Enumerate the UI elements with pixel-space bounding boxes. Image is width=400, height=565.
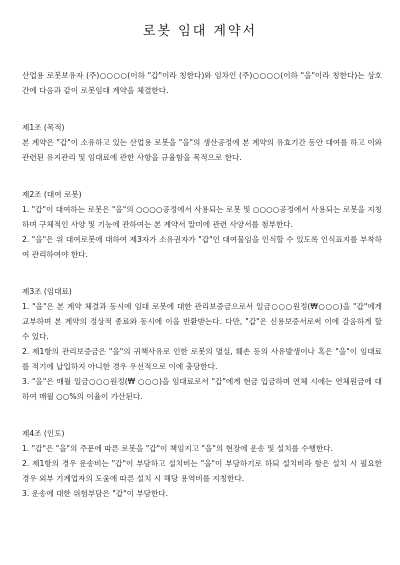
section-paragraph: 본 계약은 "갑"이 소유하고 있는 산업용 로봇을 "을"의 생산공정에 본 계약의 유효기간 동안 대여를 하고 이와 관련된 유지관리 및 임대료에 관한 사항을 규율함을 목적으로 한다. [22,138,382,162]
document-body [22,68,382,501]
section-heading: 제4조 (인도) [22,429,65,438]
section-heading: 제3조 (임대료) [22,287,72,296]
section-paragraph: 3. 운송에 대한 위험부담은 "갑"이 부담한다. [22,489,169,498]
intro-paragraph: 산업용 로봇보유자 (주)○○○○(이하 "갑"이라 칭한다)와 임차인 (주)○○○○(이하 "을"이라 칭한다)는 상호간에 다음과 같이 로봇임대 계약을 체결한다. [22,71,382,95]
section-article-1 [22,120,382,165]
section-article-2 [22,187,382,262]
section-paragraph: 1. "갑"이 대여하는 로봇은 "을"의 ○○○○공정에서 사용되는 로봇 및 ○○○○공정에서 사용되는 로봇을 지칭하며 구체적인 사양 및 기능에 관하여는 본 계약서 말미에 관련 사양서를 첨부한다. [22,205,382,229]
section-article-4 [22,426,382,501]
section-heading: 제1조 (목적) [22,123,65,132]
section-paragraph: 3. "을"은 매월 일금○○○원정(₩ ○○○)을 임대료로서 "갑"에게 현금 입금하며 연체 시에는 연체원금에 대하여 매월 ○○%의 이율이 가산된다. [22,377,382,401]
section-article-3 [22,284,382,404]
section-paragraph: 1. "갑"은 "을"의 주문에 따른 로봇을 "갑"이 책임지고 "을"의 현장에 운송 및 설치를 수행한다. [22,444,334,453]
section-heading: 제2조 (대여 로봇) [22,190,82,199]
section-paragraph: 2. "을"은 위 대여로봇에 대하여 제3자가 소유권자가 "갑"인 대여물임을 인식할 수 있도록 인식표지를 부착하여 관리하여야 한다. [22,235,382,259]
section-paragraph: 1. "을"은 본 계약 체결과 동시에 임대 로봇에 대한 관리보증금으로서 일금○○○원정(₩○○○)을 "갑"에게 교부하며 본 계약의 정상적 종료와 동시에 이을 반환받는다. 다만, "갑"은 신용보증서로써 이에 갈음하게 할 수 있다. [22,302,382,341]
section-paragraph: 2. 제1항의 경우 운송비는 "갑"이 부담하고 설치비는 "을"이 부담하기로 하되 설치비라 함은 설치 시 필요한 경우 외부 기계업자의 도움에 따른 설치 시 해당 용역비를 지칭한다. [22,459,382,483]
document-title: 로봇 임대 계약서 [142,24,258,39]
section-paragraph: 2. 제1항의 관리보증금은 "을"의 귀책사유로 인한 로봇의 멸실, 훼손 등의 사유발생이나 혹은 "을"이 임대료를 적기에 납입하지 아니한 경우 우선적으로 이에 충당한다. [22,347,382,371]
